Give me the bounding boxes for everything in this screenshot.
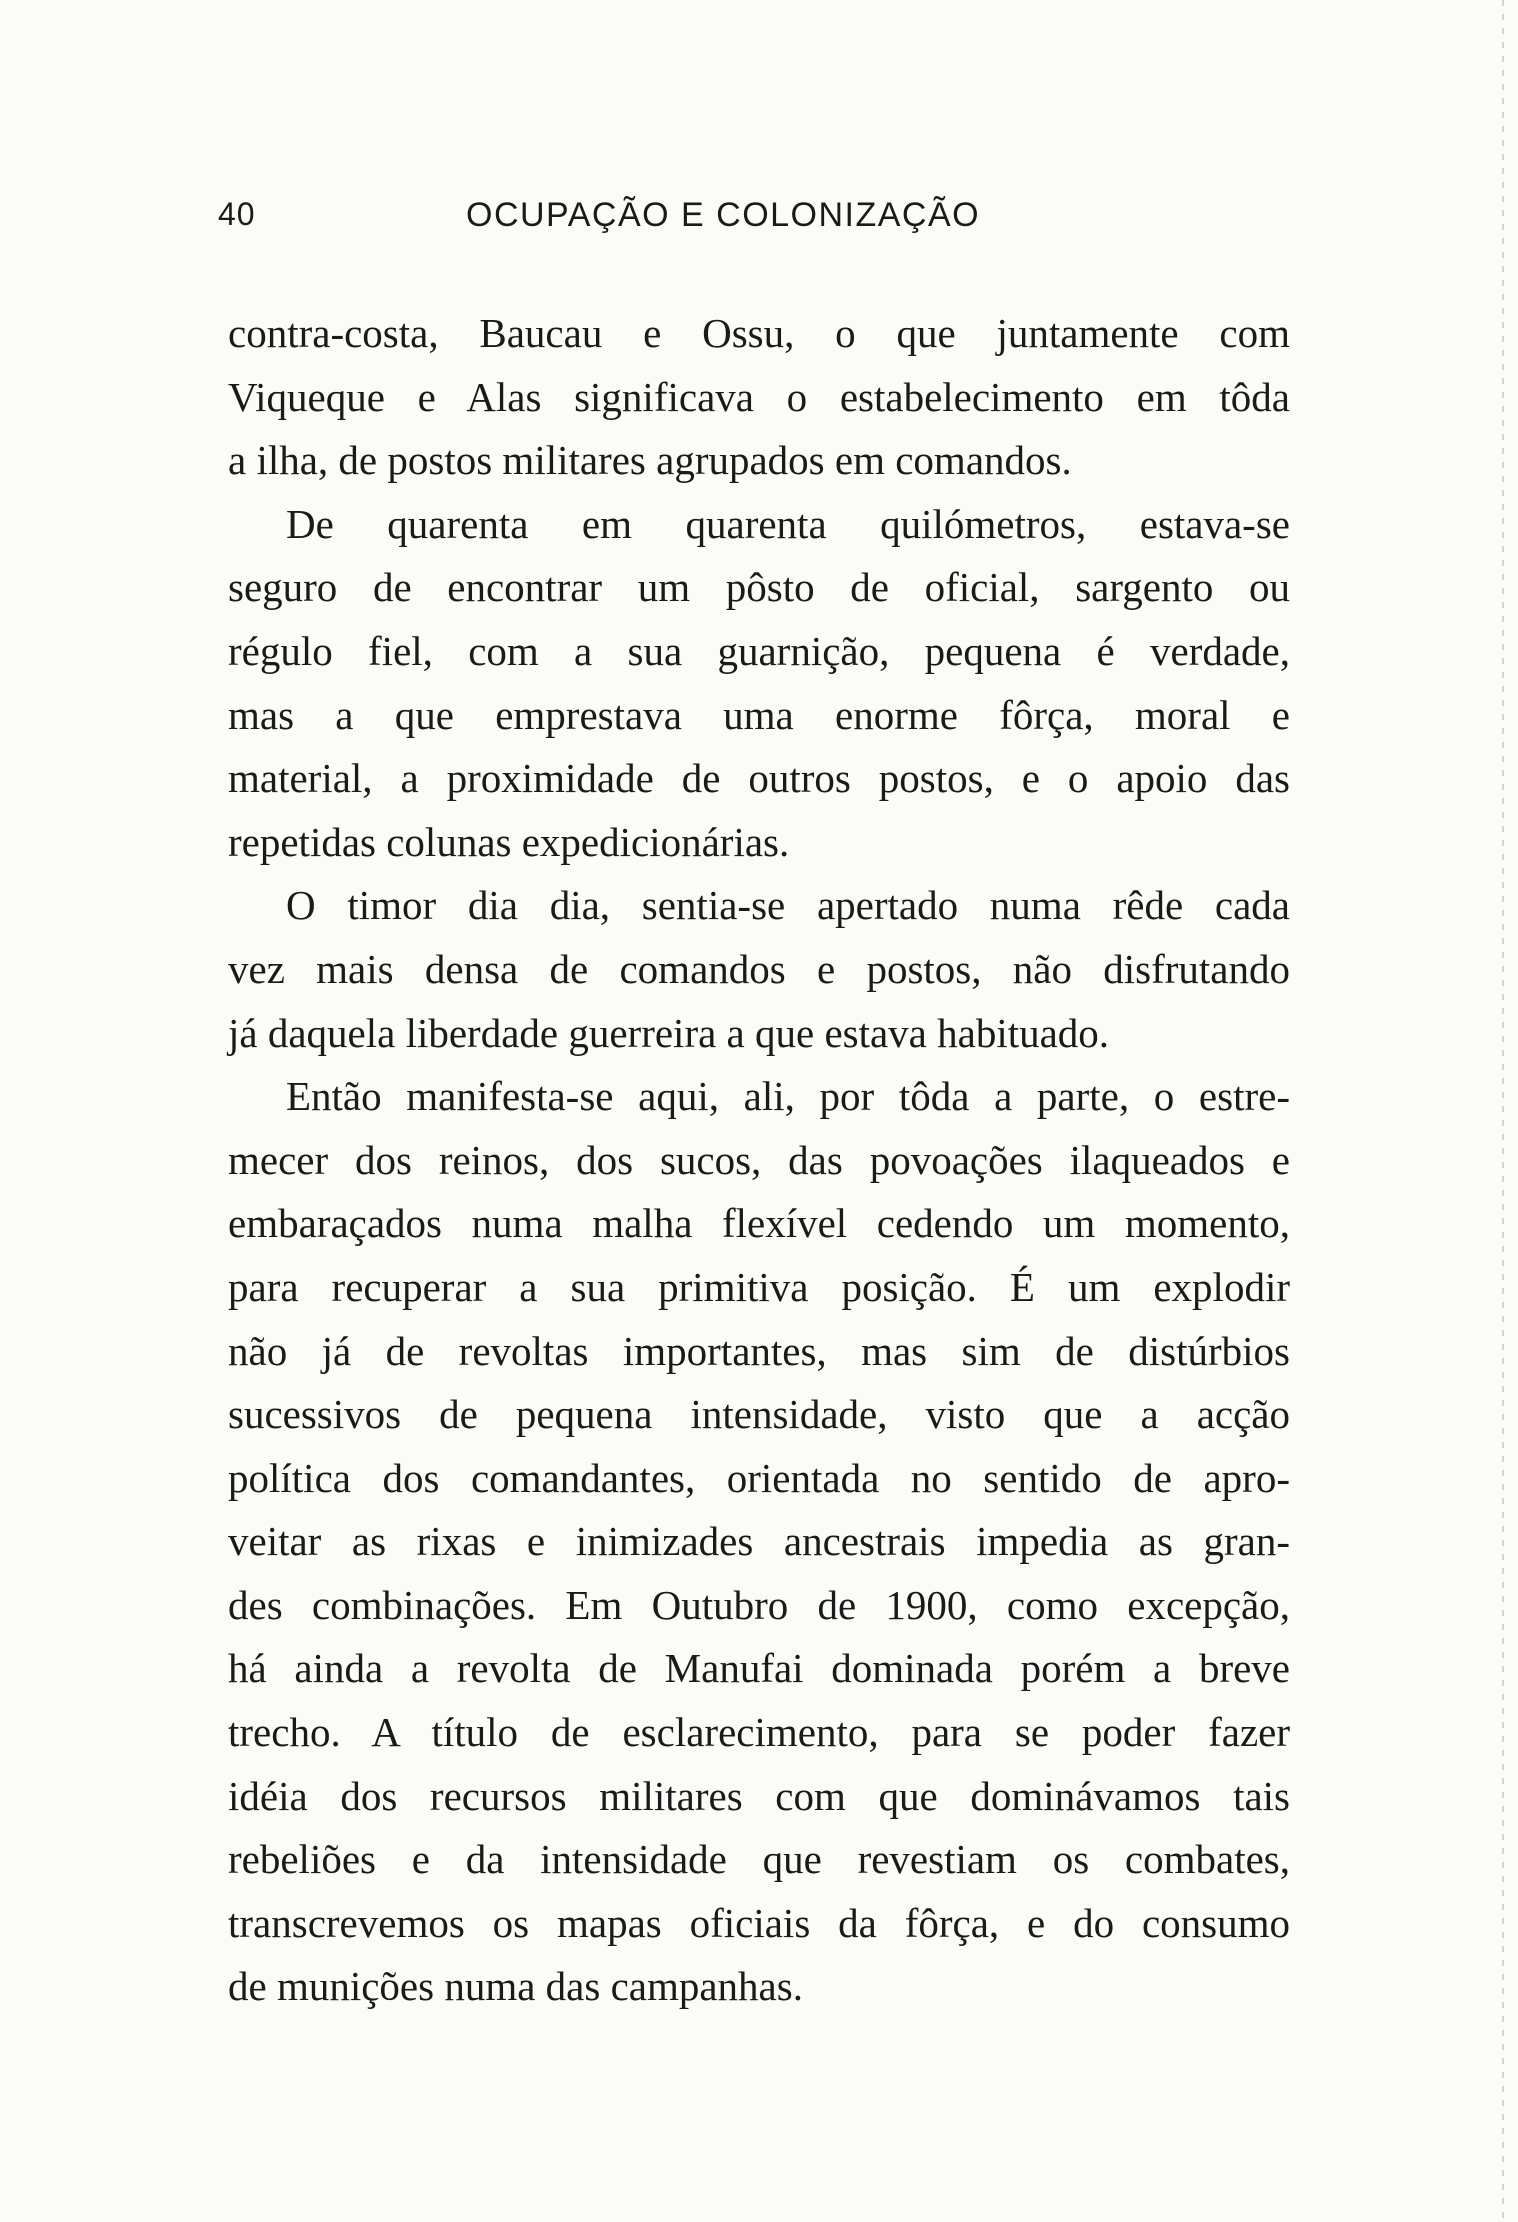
- text-line: idéia dos recursos militares com que dominávamos tais: [228, 1772, 1290, 1819]
- text-line: veitar as rixas e inimizades ancestrais impedia as gran-: [228, 1518, 1290, 1565]
- text-line: des combinações. Em Outubro de 1900, como excepção,: [228, 1581, 1290, 1628]
- text-line: sucessivos de pequena intensidade, visto que a acção: [228, 1391, 1290, 1438]
- text-line: mecer dos reinos, dos sucos, das povoações ilaqueados e: [228, 1136, 1290, 1183]
- text-line: De quarenta em quarenta quilómetros, estava-se: [286, 500, 1290, 547]
- text-line: transcrevemos os mapas oficiais da fôrça, e do consumo: [228, 1899, 1290, 1946]
- text-line: trecho. A título de esclarecimento, para se poder fazer: [228, 1709, 1290, 1756]
- page-edge: [1502, 0, 1504, 2222]
- text-line: Viqueque e Alas significava o estabelecimento em tôda: [228, 373, 1290, 420]
- text-line: para recuperar a sua primitiva posição. É um explodir: [228, 1263, 1290, 1310]
- text-line: Então manifesta-se aqui, ali, por tôda a parte, o estre-: [286, 1073, 1290, 1120]
- text-line: régulo fiel, com a sua guarnição, pequena é verdade,: [228, 627, 1290, 674]
- text-line: a ilha, de postos militares agrupados em comandos.: [228, 437, 1072, 484]
- text-line: há ainda a revolta de Manufai dominada porém a breve: [228, 1645, 1290, 1692]
- page-number: 40: [218, 196, 256, 232]
- text-line: já daquela liberdade guerreira a que estava habituado.: [228, 1009, 1110, 1056]
- text-line: rebeliões e da intensidade que revestiam os combates,: [228, 1836, 1290, 1883]
- text-line: não já de revoltas importantes, mas sim de distúrbios: [228, 1327, 1290, 1374]
- text-line: O timor dia dia, sentia-se apertado numa rêde cada: [286, 882, 1290, 929]
- text-line: material, a proximidade de outros postos, e o apoio das: [228, 755, 1290, 802]
- text-line: contra-costa, Baucau e Ossu, o que juntamente com: [228, 310, 1290, 356]
- running-head: [216, 196, 1306, 246]
- text-line: vez mais densa de comandos e postos, não disfrutando: [228, 945, 1290, 992]
- text-line: de munições numa das campanhas.: [228, 1963, 803, 2010]
- text-line: embaraçados numa malha flexível cedendo um momento,: [228, 1200, 1290, 1247]
- text-line: seguro de encontrar um pôsto de oficial, sargento ou: [228, 564, 1290, 611]
- body-text: [228, 302, 1290, 2019]
- running-title: OCUPAÇÃO E COLONIZAÇÃO: [466, 196, 981, 234]
- text-line: repetidas colunas expedicionárias.: [228, 818, 790, 865]
- text-line: política dos comandantes, orientada no sentido de apro-: [228, 1454, 1290, 1501]
- text-line: mas a que emprestava uma enorme fôrça, moral e: [228, 691, 1290, 738]
